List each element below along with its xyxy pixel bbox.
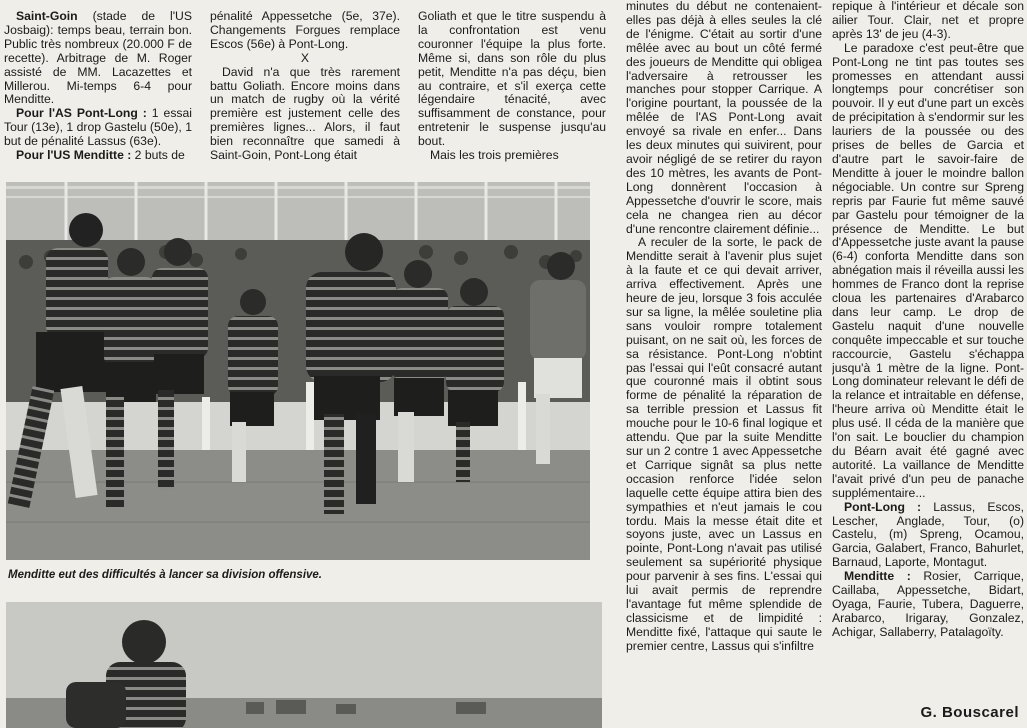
article-column-5	[832, 0, 1024, 700]
pont-long-lineup-label: Pont-Long :	[844, 499, 922, 514]
rugby-action-photo	[6, 182, 590, 560]
menditte-lineup-label: Menditte :	[844, 569, 911, 584]
pont-long-scorers-text: 1 essai Tour (13e), 1 drop Gastelu (50e), 1 but de pénalité Lassus (63e).	[4, 106, 192, 149]
column-3-paragraph-1: Goliath et que le titre suspendu à la confrontation est venu couronner l'équipe la plus forte. Même si, dans son rôle du plus petit, Menditte n'a pas déçu, bien au contraire, et s'il exerça cette légendaire ténacité, avec suffisamment de constance, pour entretenir le suspense jusqu'au bout.	[418, 10, 606, 149]
portrait-illustration	[6, 602, 602, 728]
column-4-paragraph-2: A reculer de la sorte, le pack de Menditte serait à l'avenir plus sujet à la faute et ce qui devait arriver, arriva effectivement. Après une heure de jeu, lorsque 3 fois acculée sur sa ligne, la mêlée souletine plia sans vouloir rompre totalement puisant, on ne sait où, les forces de sa résistance. Pont-Long n'obtint pas l'essai qui l'eût consacré autant que couronné mais il obtint sous forme de pénalité la réparation de sa terrible pression et Lassus fit mouche pour le 10-6 final logique et attendu. Que par la suite Menditte sur un 2 contre 1 avec Appessetche et Carrique signât sa plus nette occasion renforce l'idée selon laquelle cette équipe attira bien des sympathies et n'eut jamais le cou tordu. Mais la messe était dite et soyons juste, avec un Lassus en pointe, Pont-Long n'avait pas utilisé seulement sa supériorité physique pour parvenir à ses fins. L'essai qui lui avait permis de reprendre l'avantage fut même splendide de classicisme et de limpidité : Menditte fixé, l'attaque qui saute le premier centre, Lassus qui s'infiltre	[626, 235, 822, 653]
venue-label: Saint-Goin	[16, 10, 78, 23]
menditte-scorers-text: 2 buts de	[131, 148, 185, 163]
article-column-1	[4, 10, 192, 170]
pont-long-scorers-label: Pour l'AS Pont-Long :	[16, 106, 147, 121]
column-2-paragraph-1: pénalité Appessetche (5e, 37e). Changements Forgues remplace Escos (56e) à Pont-Long.	[210, 10, 400, 51]
column-2-paragraph-2: David n'a que très rarement battu Goliath. Encore moins dans un match de rugby où la vérité première est justement celle des premières lignes... Alors, il faut bien reconnaître que samedi à Saint-Goin, Pont-Long était	[210, 64, 400, 163]
rugby-scene-illustration	[6, 182, 590, 560]
article-column-2	[210, 10, 400, 170]
menditte-lineup-text: Rosier, Carrique, Caillaba, Appessetche, Bidart, Oyaga, Faurie, Tubera, Daguerre, Arabarco, Irigaray, Gonzalez, Achigar, Sallaberry, Patalagoïty.	[832, 569, 1024, 639]
player-portrait-photo	[6, 602, 602, 728]
menditte-scorers-label: Pour l'US Menditte :	[16, 148, 132, 163]
photo-caption: Menditte eut des difficultés à lancer sa division offensive.	[8, 569, 322, 581]
pont-long-lineup-text: Lassus, Escos, Lescher, Anglade, Tour, (o) Castelu, (m) Spreng, Ocamou, Garcia, Galabert, Franco, Bahurlet, Barnaud, Laporte, Montagut.	[832, 499, 1024, 570]
column-3-paragraph-2: Mais les trois premières	[430, 148, 559, 163]
column-5-paragraph-1: repique à l'intérieur et décale son ailier Tour. Clair, net et propre après 13' de jeu (4-3).	[832, 0, 1024, 41]
section-separator: X	[300, 50, 310, 65]
column-5-paragraph-2: Le paradoxe c'est peut-être que Pont-Long ne tint pas toutes ses promesses en attendant aussi longtemps pour concrétiser son pouvoir. Il y eut d'une part un excès de précipitation à s'endormir sur les lauriers de la poussée ou des prises de belles de Garcia et d'autre part le savoir-faire de Menditte à jouer le moindre ballon négociable. Un contre sur Spreng repris par Faurie fut même sauvé par Gastelu pour témoigner de la présence de Menditte. Le but d'Appessetche juste avant la pause (6-4) conforta Menditte dans son abnégation mais il réveilla aussi les hommes de Franco dont la reprise cloua les partenaires d'Arabarco dans leur camp. Le drop de Gastelu naquit d'une nouvelle conquête impeccable et sur touche raccourcie, Gastelu s'échappa jusqu'à 1 mètre de la ligne. Pont-Long dominateur relevant le défi de la relance et intraitable en défense, l'heure arriva où Menditte était le plus usé. Il céda de la manière que l'on sait. Le bouclier du champion du Béarn avait été gagné avec autorité. La vaillance de Menditte l'avait privé d'un peu de panache supplémentaire...	[832, 40, 1024, 500]
author-signature: G. Bouscarel	[920, 704, 1019, 721]
article-column-4	[626, 0, 822, 728]
article-column-3	[418, 10, 606, 170]
column-4-paragraph-1: minutes du début ne contenaient-elles pas déjà à elles seules la clé de l'énigme. C'était au sortir d'une mêlée avec au bout un côté fermé des joueurs de Menditte qui obligea l'adversaire à retrousser les manches pour stopper Carrique. A l'origine pourtant, la poussée de la mêlée de l'AS Pont-Long avait envoyé sa rivale en enfer... Dans les deux minutes qui suivirent, pour avoir négligé de se retirer du rayon des 10 mètres, les avants de Pont-Long donnèrent l'occasion à Appessetche d'ouvrir le score, mais cela ne changea rien au décor d'une rencontre clairement définie...	[626, 0, 822, 236]
venue-text: (stade de l'US Josbaig): temps beau, terrain bon. Public très nombreux (20.000 F de recette). Arbitrage de M. Roger assisté de MM. Lacazettes et Millerou. Mi-temps 6-4 pour Menditte.	[4, 10, 192, 107]
